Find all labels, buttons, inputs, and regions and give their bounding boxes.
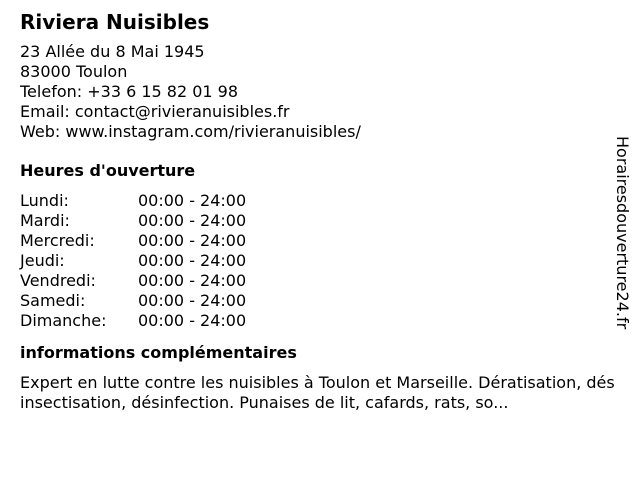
day-hours: 00:00 - 24:00	[138, 271, 247, 290]
hours-row	[20, 271, 246, 291]
day-hours: 00:00 - 24:00	[138, 311, 247, 330]
additional-info-heading: informations complémentaires	[20, 343, 297, 362]
site-watermark-text: Horairesdouverture24.fr	[613, 136, 632, 330]
site-watermark	[612, 136, 634, 372]
day-hours: 00:00 - 24:00	[138, 191, 247, 210]
day-label: Mercredi:	[20, 231, 95, 250]
address-street: 23 Allée du 8 Mai 1945	[20, 42, 205, 61]
day-label: Lundi:	[20, 191, 69, 210]
contact-block	[20, 42, 618, 142]
email-line: Email: contact@rivieranuisibles.fr	[20, 102, 290, 121]
day-hours: 00:00 - 24:00	[138, 211, 247, 230]
hours-row	[20, 191, 246, 211]
day-label: Vendredi:	[20, 271, 96, 290]
hours-row	[20, 311, 246, 331]
business-card	[20, 8, 618, 413]
day-label: Mardi:	[20, 211, 70, 230]
business-name: Riviera Nuisibles	[20, 10, 210, 34]
day-hours: 00:00 - 24:00	[138, 291, 247, 310]
hours-row	[20, 211, 246, 231]
day-label: Jeudi:	[20, 251, 65, 270]
day-label: Samedi:	[20, 291, 86, 310]
opening-hours-heading: Heures d'ouverture	[20, 161, 196, 180]
hours-row	[20, 291, 246, 311]
opening-hours-table	[20, 191, 246, 331]
day-hours: 00:00 - 24:00	[138, 251, 247, 270]
phone-line: Telefon: +33 6 15 82 01 98	[20, 82, 239, 101]
web-line: Web: www.instagram.com/rivieranuisibles/	[20, 122, 361, 141]
address-city: 83000 Toulon	[20, 62, 128, 81]
hours-row	[20, 231, 246, 251]
business-description: Expert en lutte contre les nuisibles à Toulon et Marseille. Dératisation, désinsectisation, désinfection. Punaises de lit, cafards, rats, so...	[20, 373, 615, 412]
day-label: Dimanche:	[20, 311, 107, 330]
day-hours: 00:00 - 24:00	[138, 231, 247, 250]
hours-row	[20, 251, 246, 271]
